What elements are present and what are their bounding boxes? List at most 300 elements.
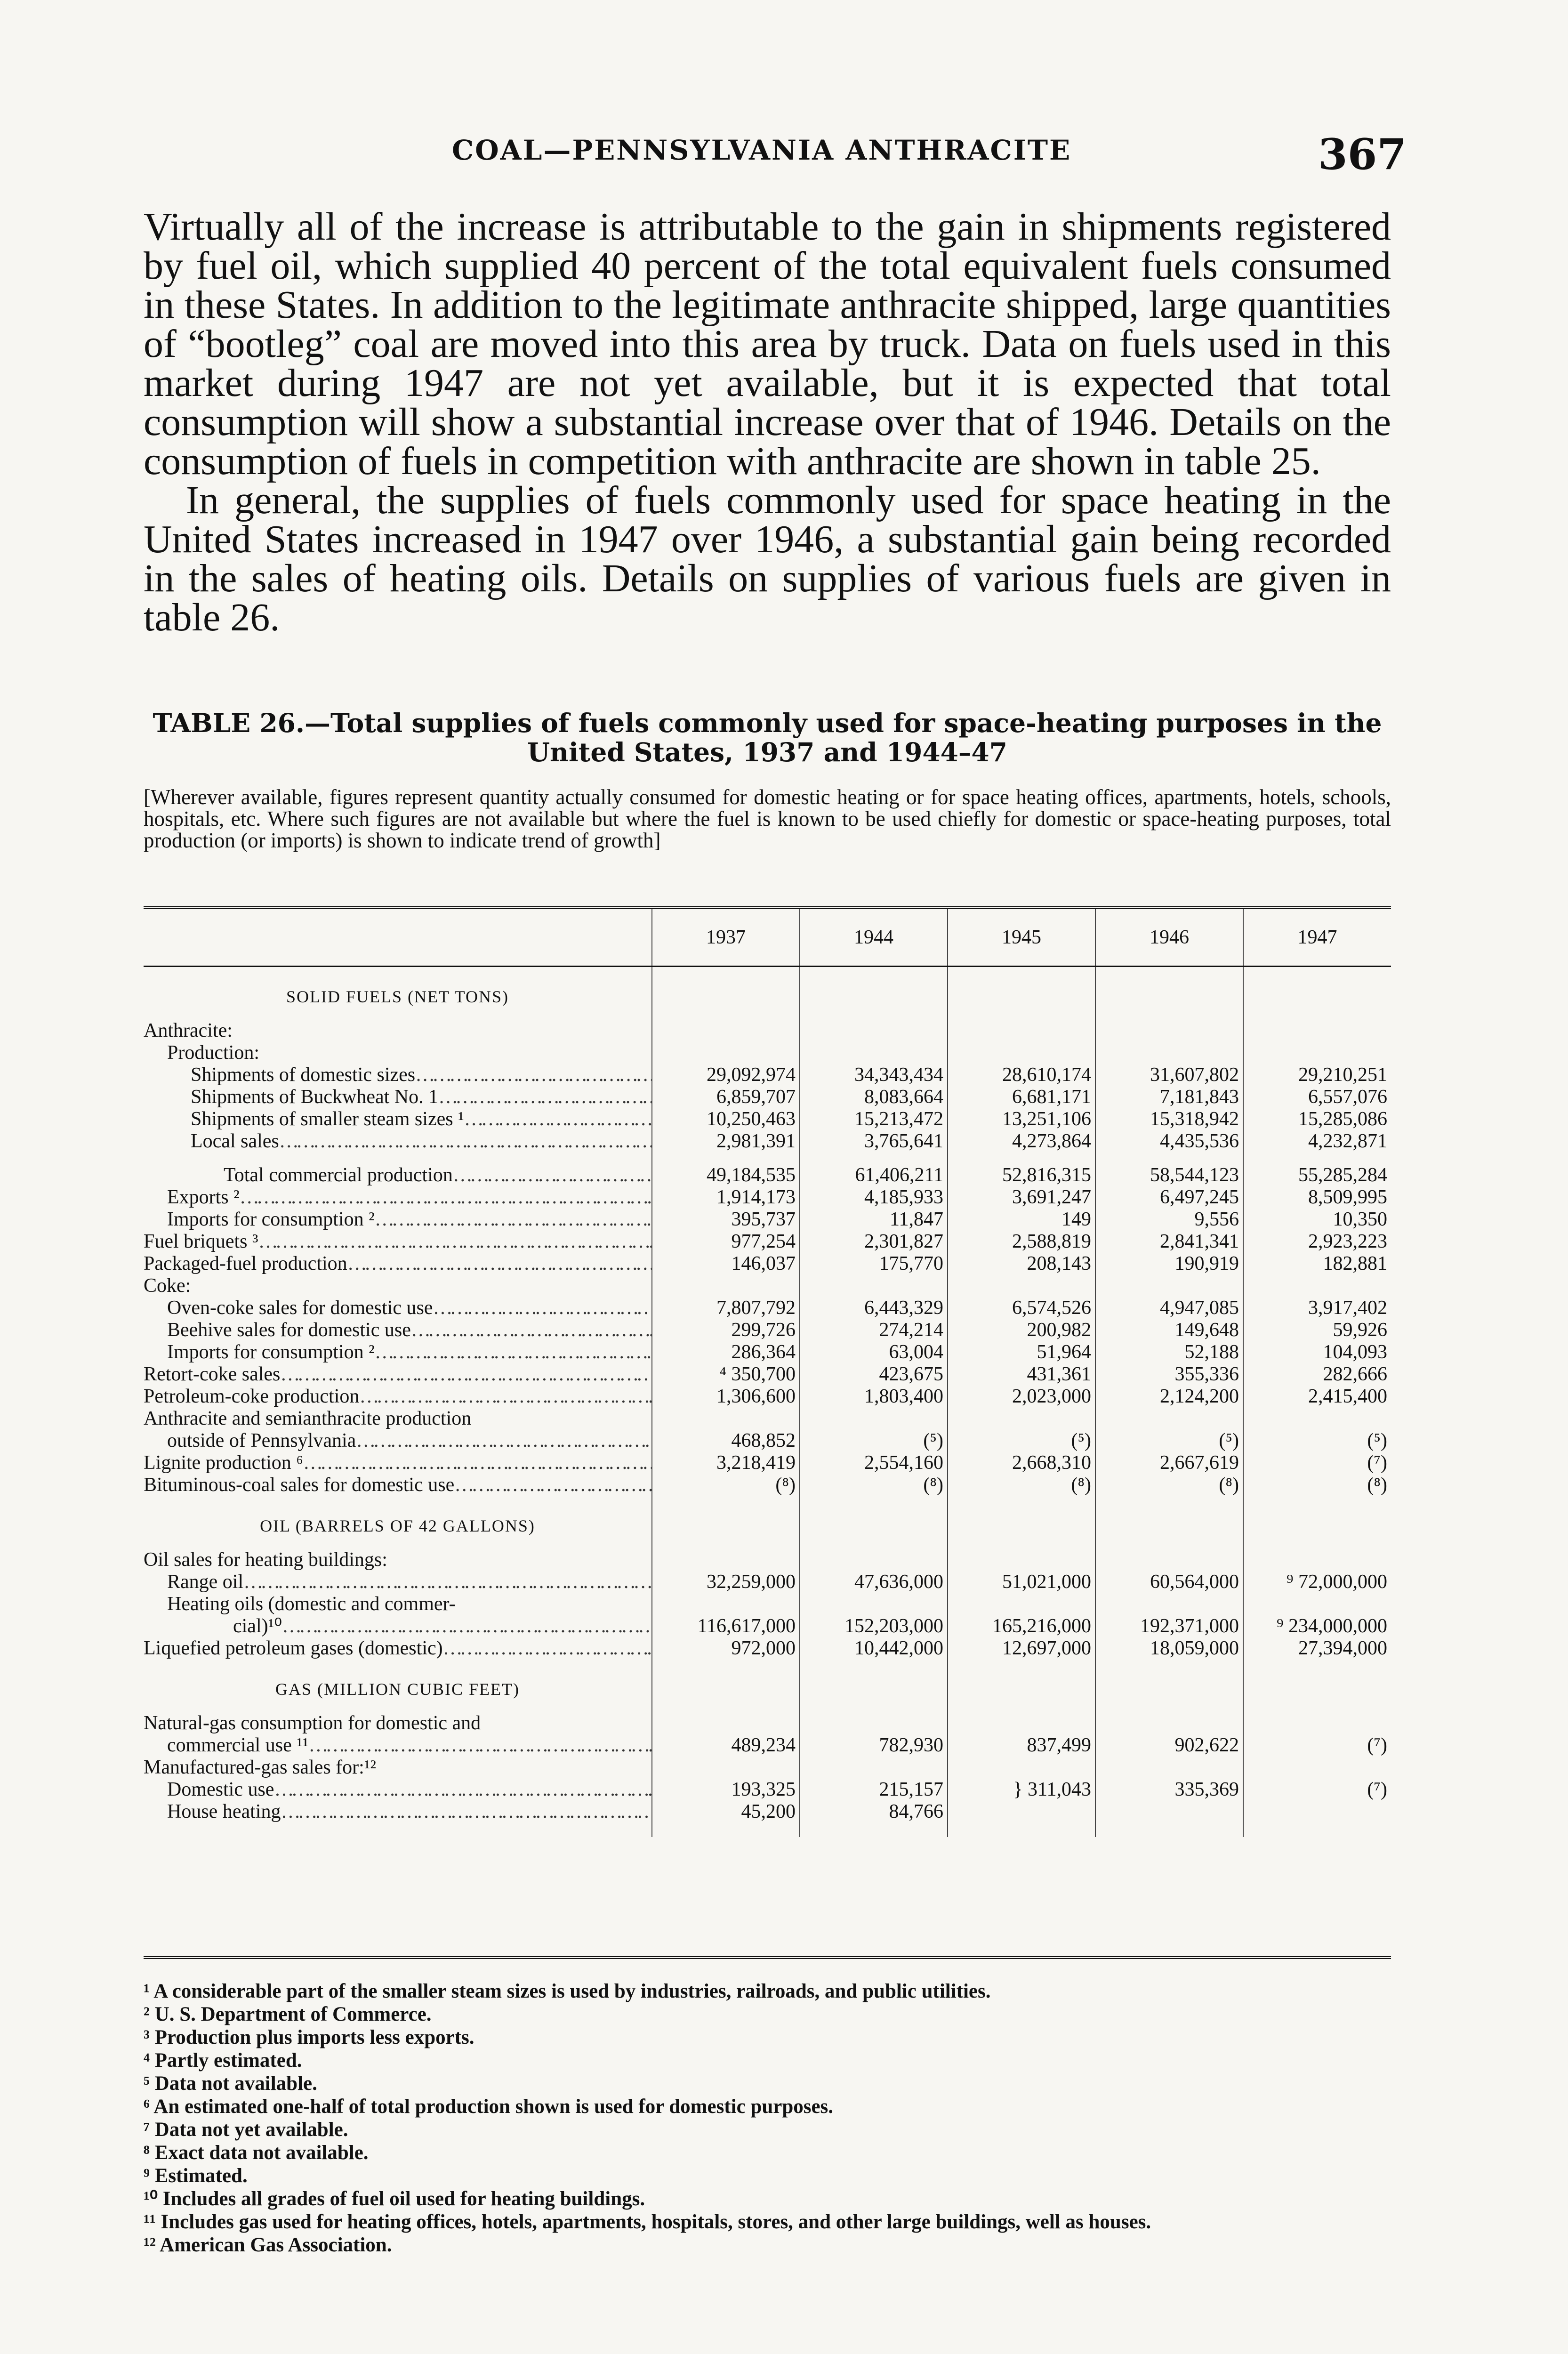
section-heading: OIL (BARRELS OF 42 GALLONS) [260,1516,535,1535]
value-cell: 3,765,641 [800,1130,948,1153]
value-cell [1095,1275,1243,1297]
empty-cell [1095,1496,1243,1549]
value-cell: 9,556 [1095,1209,1243,1231]
value-cell: 837,499 [948,1734,1095,1757]
footnote: ⁵ Data not available. [144,2072,317,2095]
value-cell: 8,509,995 [1243,1186,1391,1209]
section-heading-row [144,1660,1391,1712]
table-row [144,1712,1391,1734]
footnote: ¹ A considerable part of the smaller steam sizes is used by industries, railroads, and public utilities. [144,1980,991,2002]
row-label [144,1430,652,1452]
value-cell: 431,361 [948,1363,1095,1386]
value-cell: ⁹ 234,000,000 [1243,1615,1391,1637]
value-cell [948,1275,1095,1297]
value-cell [800,1042,948,1064]
empty-cell [800,1496,948,1549]
footnote: ³ Production plus imports less exports. [144,2026,474,2048]
row-label-text: Imports for consumption ² …………………………………………………………………………………………… [167,1209,652,1230]
table-row [144,1020,1391,1042]
paragraph-1: Virtually all of the increase is attributable to the gain in shipments registered by fuel oil, which supplied 40 percent of the total equivalent fuels consumed in these States. In addition to the legitimate anthracite shipped, large quantities of “bootleg” coal are moved into this area by truck. Data on fuels used in this market during 1947 are not yet available, but it is expected that total consumption will show a substantial increase over that of 1946. Details on the consumption of fuels in competition with anthracite are shown in table 25. [144,205,1391,483]
row-label [144,1637,652,1660]
row-label [144,1020,652,1042]
value-cell: (⁵) [948,1430,1095,1452]
value-cell: 13,251,106 [948,1108,1095,1130]
table-header-row [144,908,1391,967]
value-cell: 274,214 [800,1319,948,1341]
value-cell: ⁹ 72,000,000 [1243,1571,1391,1593]
value-cell: 215,157 [800,1779,948,1801]
column-header: 1944 [800,908,948,967]
value-cell: 335,369 [1095,1779,1243,1801]
empty-cell [1095,1660,1243,1712]
value-cell: 4,232,871 [1243,1130,1391,1153]
value-cell: (⁸) [1243,1474,1391,1496]
value-cell: (⁸) [948,1474,1095,1496]
empty-cell [948,967,1095,1020]
value-cell: 63,004 [800,1341,948,1363]
row-label [144,1757,652,1779]
value-cell [948,1020,1095,1042]
value-cell: 15,318,942 [1095,1108,1243,1130]
footnote: ¹² American Gas Association. [144,2234,392,2256]
table-row [144,1452,1391,1474]
value-cell [800,1712,948,1734]
value-cell [1243,1593,1391,1615]
value-cell [800,1408,948,1430]
empty-cell [652,1660,800,1712]
table-row [144,1637,1391,1660]
table-row [144,1430,1391,1452]
value-cell: 6,497,245 [1095,1186,1243,1209]
row-label [144,1231,652,1253]
value-cell [948,1408,1095,1430]
value-cell: 52,816,315 [948,1164,1095,1186]
column-header: 1947 [1243,908,1391,967]
row-label-text: Shipments of smaller steam sizes ¹ …………………………………………………………………………………………… [191,1108,652,1130]
value-cell: 1,803,400 [800,1386,948,1408]
row-label-text: Petroleum-coke production …………………………………………………………………………………………… [144,1386,652,1407]
value-cell: 7,807,792 [652,1297,800,1319]
value-cell: 182,881 [1243,1253,1391,1275]
spacer-row [144,1153,1391,1164]
value-cell: 55,285,284 [1243,1164,1391,1186]
table-row [144,1164,1391,1186]
table-headnote: [Wherever available, figures represent quantity actually consumed for domestic heating or for space heating offices, apartments, hotels, schools, hospitals, etc. Where such figures are not available but where the fuel is known to be used chiefly for domestic or space-heating purposes, total production (or imports) is shown to indicate trend of growth] [144,785,1391,852]
row-label [144,1712,652,1734]
table-row [144,1319,1391,1341]
empty-cell [948,1496,1095,1549]
row-label [144,1086,652,1108]
value-cell: 60,564,000 [1095,1571,1243,1593]
row-label-text: Retort-coke sales …………………………………………………………………………………………… [144,1363,652,1385]
stub-header [144,908,652,967]
value-cell: ⁴ 350,700 [652,1363,800,1386]
value-cell: 977,254 [652,1231,800,1253]
value-cell: (⁸) [800,1474,948,1496]
value-cell [1095,1712,1243,1734]
table-row [144,1408,1391,1430]
value-cell: 152,203,000 [800,1615,948,1637]
body-text [144,207,1391,637]
value-cell [652,1712,800,1734]
row-label-text: Natural-gas consumption for domestic and [144,1712,481,1734]
row-label-text: Manufactured-gas sales for:¹² [144,1757,376,1778]
table-row [144,1757,1391,1779]
value-cell [1095,1042,1243,1064]
value-cell [948,1801,1095,1837]
value-cell: 31,607,802 [1095,1064,1243,1086]
value-cell: (⁷) [1243,1734,1391,1757]
value-cell: 208,143 [948,1253,1095,1275]
value-cell: 51,021,000 [948,1571,1095,1593]
value-cell [800,1549,948,1571]
row-label-text: Oven-coke sales for domestic use …………………………………………………………………………………………… [167,1297,652,1319]
value-cell: 1,914,173 [652,1186,800,1209]
table-row [144,1779,1391,1801]
row-label [144,1042,652,1064]
value-cell [652,1549,800,1571]
value-cell: 282,666 [1243,1363,1391,1386]
value-cell: 2,415,400 [1243,1386,1391,1408]
row-label-text: Oil sales for heating buildings: [144,1549,387,1571]
spacer-cell [144,1153,652,1164]
section-heading: GAS (MILLION CUBIC FEET) [275,1680,520,1699]
value-cell [948,1712,1095,1734]
value-cell: 175,770 [800,1253,948,1275]
row-label-text: Packaged-fuel production …………………………………………………………………………………………… [144,1253,652,1274]
row-label-text: Exports ² …………………………………………………………………………………………… [167,1186,652,1208]
value-cell: 12,697,000 [948,1637,1095,1660]
row-label [144,1474,652,1496]
empty-cell [652,967,800,1020]
value-cell: (⁷) [1243,1779,1391,1801]
footnote: ⁴ Partly estimated. [144,2049,302,2072]
table-row [144,1297,1391,1319]
empty-cell [800,1153,948,1164]
value-cell: 149,648 [1095,1319,1243,1341]
section-heading-row [144,967,1391,1020]
value-cell: 2,667,619 [1095,1452,1243,1474]
value-cell: 972,000 [652,1637,800,1660]
value-cell: 10,250,463 [652,1108,800,1130]
table-row [144,1341,1391,1363]
value-cell: 6,443,329 [800,1297,948,1319]
row-label-text: Production: [167,1042,259,1064]
value-cell: 200,982 [948,1319,1095,1341]
value-cell [1243,1757,1391,1779]
value-cell: 4,185,933 [800,1186,948,1209]
row-label-text: Anthracite and semianthracite production [144,1408,472,1429]
value-cell [1243,1712,1391,1734]
row-label [144,1130,652,1153]
page-number: 367 [1318,129,1407,179]
row-label-text: Coke: [144,1275,191,1297]
value-cell: 116,617,000 [652,1615,800,1637]
value-cell [948,1757,1095,1779]
row-label-text: Range oil …………………………………………………………………………………………… [167,1571,652,1593]
row-label [144,1386,652,1408]
value-cell: 3,917,402 [1243,1297,1391,1319]
value-cell [800,1757,948,1779]
value-cell: 52,188 [1095,1341,1243,1363]
table-row [144,1064,1391,1086]
row-label [144,1164,652,1186]
empty-cell [948,1153,1095,1164]
row-label [144,1779,652,1801]
row-label-text: Shipments of domestic sizes …………………………………………………………………………………………… [191,1064,652,1086]
value-cell: (⁵) [1095,1430,1243,1452]
value-cell [652,1275,800,1297]
table-row [144,1615,1391,1637]
value-cell: 2,301,827 [800,1231,948,1253]
table-row [144,1231,1391,1253]
value-cell [652,1042,800,1064]
row-label [144,1297,652,1319]
row-label [144,1408,652,1430]
table-row [144,1209,1391,1231]
row-label-text: House heating …………………………………………………………………………………………… [167,1801,652,1822]
value-cell: 6,681,171 [948,1086,1095,1108]
value-cell: 2,981,391 [652,1130,800,1153]
value-cell [652,1593,800,1615]
value-cell: 2,841,341 [1095,1231,1243,1253]
row-label [144,1452,652,1474]
table-row [144,1086,1391,1108]
value-cell: 28,610,174 [948,1064,1095,1086]
table-row [144,1801,1391,1837]
value-cell: 45,200 [652,1801,800,1837]
value-cell: 34,343,434 [800,1064,948,1086]
row-label [144,1734,652,1757]
row-label-text: Liquefied petroleum gases (domestic) …………………………………………………………………………………………… [144,1637,652,1659]
value-cell: 59,926 [1243,1319,1391,1341]
value-cell: 192,371,000 [1095,1615,1243,1637]
empty-cell [800,1660,948,1712]
value-cell: 4,435,536 [1095,1130,1243,1153]
value-cell: 49,184,535 [652,1164,800,1186]
value-cell: 468,852 [652,1430,800,1452]
row-label [144,1801,652,1837]
row-label-text: Lignite production ⁶ …………………………………………………………………………………………… [144,1452,652,1474]
value-cell: 6,574,526 [948,1297,1095,1319]
value-cell: 286,364 [652,1341,800,1363]
value-cell: 7,181,843 [1095,1086,1243,1108]
row-label-text: commercial use ¹¹ …………………………………………………………………………………………… [167,1734,652,1756]
value-cell [1243,1801,1391,1837]
value-cell: 47,636,000 [800,1571,948,1593]
value-cell [652,1757,800,1779]
footnote: ² U. S. Department of Commerce. [144,2003,432,2025]
row-label-text: Bituminous-coal sales for domestic use …………………………………………………………………………………………… [144,1474,652,1496]
value-cell: 32,259,000 [652,1571,800,1593]
value-cell: 165,216,000 [948,1615,1095,1637]
empty-cell [652,1496,800,1549]
value-cell: 2,923,223 [1243,1231,1391,1253]
row-label-text: Fuel briquets ³ …………………………………………………………………………………………… [144,1231,652,1252]
table-row [144,1386,1391,1408]
empty-cell [652,1153,800,1164]
value-cell [1243,1020,1391,1042]
table-row [144,1108,1391,1130]
row-label [144,1209,652,1231]
row-label-text: Total commercial production …………………………………………………………………………………………… [224,1164,652,1186]
value-cell: (⁵) [1243,1430,1391,1452]
value-cell: 51,964 [948,1341,1095,1363]
value-cell [800,1275,948,1297]
table-row [144,1734,1391,1757]
row-label-text: cial)¹⁰ …………………………………………………………………………………………… [233,1615,652,1637]
value-cell [1243,1549,1391,1571]
value-cell: 149 [948,1209,1095,1231]
value-cell: 299,726 [652,1319,800,1341]
footnote: ¹¹ Includes gas used for heating offices, hotels, apartments, hospitals, stores, and other large buildings, well as houses. [144,2211,1151,2233]
row-label-text: Domestic use …………………………………………………………………………………………… [167,1779,652,1800]
value-cell: 27,394,000 [1243,1637,1391,1660]
value-cell: 4,947,085 [1095,1297,1243,1319]
value-cell: 1,306,600 [652,1386,800,1408]
value-cell [1243,1275,1391,1297]
value-cell: 489,234 [652,1734,800,1757]
row-label-text: Heating oils (domestic and commer- [167,1593,456,1615]
value-cell: 6,557,076 [1243,1086,1391,1108]
value-cell [1243,1042,1391,1064]
value-cell: 18,059,000 [1095,1637,1243,1660]
value-cell: 355,336 [1095,1363,1243,1386]
value-cell [1095,1801,1243,1837]
supplies-table [144,906,1391,1837]
value-cell: 395,737 [652,1209,800,1231]
value-cell: (⁸) [652,1474,800,1496]
row-label-text: Imports for consumption ² …………………………………………………………………………………………… [167,1341,652,1363]
value-cell [1095,1593,1243,1615]
row-label [144,1253,652,1275]
value-cell: (⁵) [800,1430,948,1452]
value-cell [1095,1020,1243,1042]
running-head: COAL—PENNSYLVANIA ANTHRACITE [452,134,1072,166]
value-cell: 29,092,974 [652,1064,800,1086]
value-cell: 193,325 [652,1779,800,1801]
value-cell: (⁸) [1095,1474,1243,1496]
value-cell: 2,668,310 [948,1452,1095,1474]
value-cell [1243,1408,1391,1430]
paragraph-2: In general, the supplies of fuels commonly used for space heating in the United States increased in 1947 over 1946, a substantial gain being recorded in the sales of heating oils. Details on supplies of various fuels are given in table 26. [144,478,1391,639]
value-cell [1095,1549,1243,1571]
column-header: 1946 [1095,908,1243,967]
footnote: ⁹ Estimated. [144,2165,248,2187]
table-row [144,1186,1391,1209]
value-cell: 4,273,864 [948,1130,1095,1153]
value-cell [1095,1757,1243,1779]
value-cell [948,1593,1095,1615]
column-header: 1937 [652,908,800,967]
value-cell: 61,406,211 [800,1164,948,1186]
value-cell: (⁷) [1243,1452,1391,1474]
value-cell: 15,213,472 [800,1108,948,1130]
row-label [144,1186,652,1209]
row-label [144,1108,652,1130]
value-cell: 2,124,200 [1095,1386,1243,1408]
row-label [144,1363,652,1386]
table-row [144,1130,1391,1153]
row-label-text: Beehive sales for domestic use …………………………………………………………………………………………… [167,1319,652,1341]
table-bottom-rule [144,1956,1391,1959]
value-cell [652,1408,800,1430]
value-cell [800,1020,948,1042]
row-label [144,1571,652,1593]
table-body [144,967,1391,1838]
table-row [144,1275,1391,1297]
row-label-text: Local sales …………………………………………………………………………………………… [191,1130,652,1152]
value-cell: } 311,043 [948,1779,1095,1801]
row-label [144,1064,652,1086]
footnote: ¹⁰ Includes all grades of fuel oil used for heating buildings. [144,2188,645,2210]
value-cell: 84,766 [800,1801,948,1837]
value-cell: 782,930 [800,1734,948,1757]
value-cell: 8,083,664 [800,1086,948,1108]
table-title: TABLE 26.—Total supplies of fuels commonly used for space-heating purposes in the United States, 1937 and 1944–47 [153,708,1382,767]
section-heading: SOLID FUELS (NET TONS) [286,987,509,1006]
value-cell: 2,554,160 [800,1452,948,1474]
empty-cell [1243,1660,1391,1712]
row-label [144,1341,652,1363]
row-label-text: Anthracite: [144,1020,233,1041]
table-row [144,1593,1391,1615]
value-cell: 104,093 [1243,1341,1391,1363]
row-label [144,1593,652,1615]
empty-cell [1095,1153,1243,1164]
column-header: 1945 [948,908,1095,967]
empty-cell [1095,967,1243,1020]
row-label [144,1549,652,1571]
footnote: ⁶ An estimated one-half of total production shown is used for domestic purposes. [144,2096,834,2118]
value-cell: 6,859,707 [652,1086,800,1108]
value-cell [652,1020,800,1042]
row-label [144,1319,652,1341]
empty-cell [948,1660,1095,1712]
table-row [144,1474,1391,1496]
table-row [144,1363,1391,1386]
footnote: ⁸ Exact data not available. [144,2142,369,2164]
table-row [144,1549,1391,1571]
empty-cell [1243,967,1391,1020]
footnote: ⁷ Data not yet available. [144,2119,348,2141]
row-label-text: Shipments of Buckwheat No. 1 …………………………………………………………………………………………… [191,1086,652,1108]
value-cell [948,1549,1095,1571]
table-row [144,1253,1391,1275]
value-cell [1095,1408,1243,1430]
value-cell: 190,919 [1095,1253,1243,1275]
table-row [144,1571,1391,1593]
value-cell: 2,588,819 [948,1231,1095,1253]
value-cell: 58,544,123 [1095,1164,1243,1186]
value-cell: 146,037 [652,1253,800,1275]
value-cell [800,1593,948,1615]
value-cell: 423,675 [800,1363,948,1386]
row-label-text: outside of Pennsylvania …………………………………………………………………………………………… [167,1430,652,1451]
footnotes [144,1980,1391,2257]
section-heading-row [144,1496,1391,1549]
value-cell [948,1042,1095,1064]
row-label [144,1275,652,1297]
value-cell: 15,285,086 [1243,1108,1391,1130]
value-cell: 2,023,000 [948,1386,1095,1408]
value-cell: 902,622 [1095,1734,1243,1757]
row-label [144,1615,652,1637]
empty-cell [800,967,948,1020]
value-cell: 10,350 [1243,1209,1391,1231]
empty-cell [1243,1496,1391,1549]
value-cell: 29,210,251 [1243,1064,1391,1086]
